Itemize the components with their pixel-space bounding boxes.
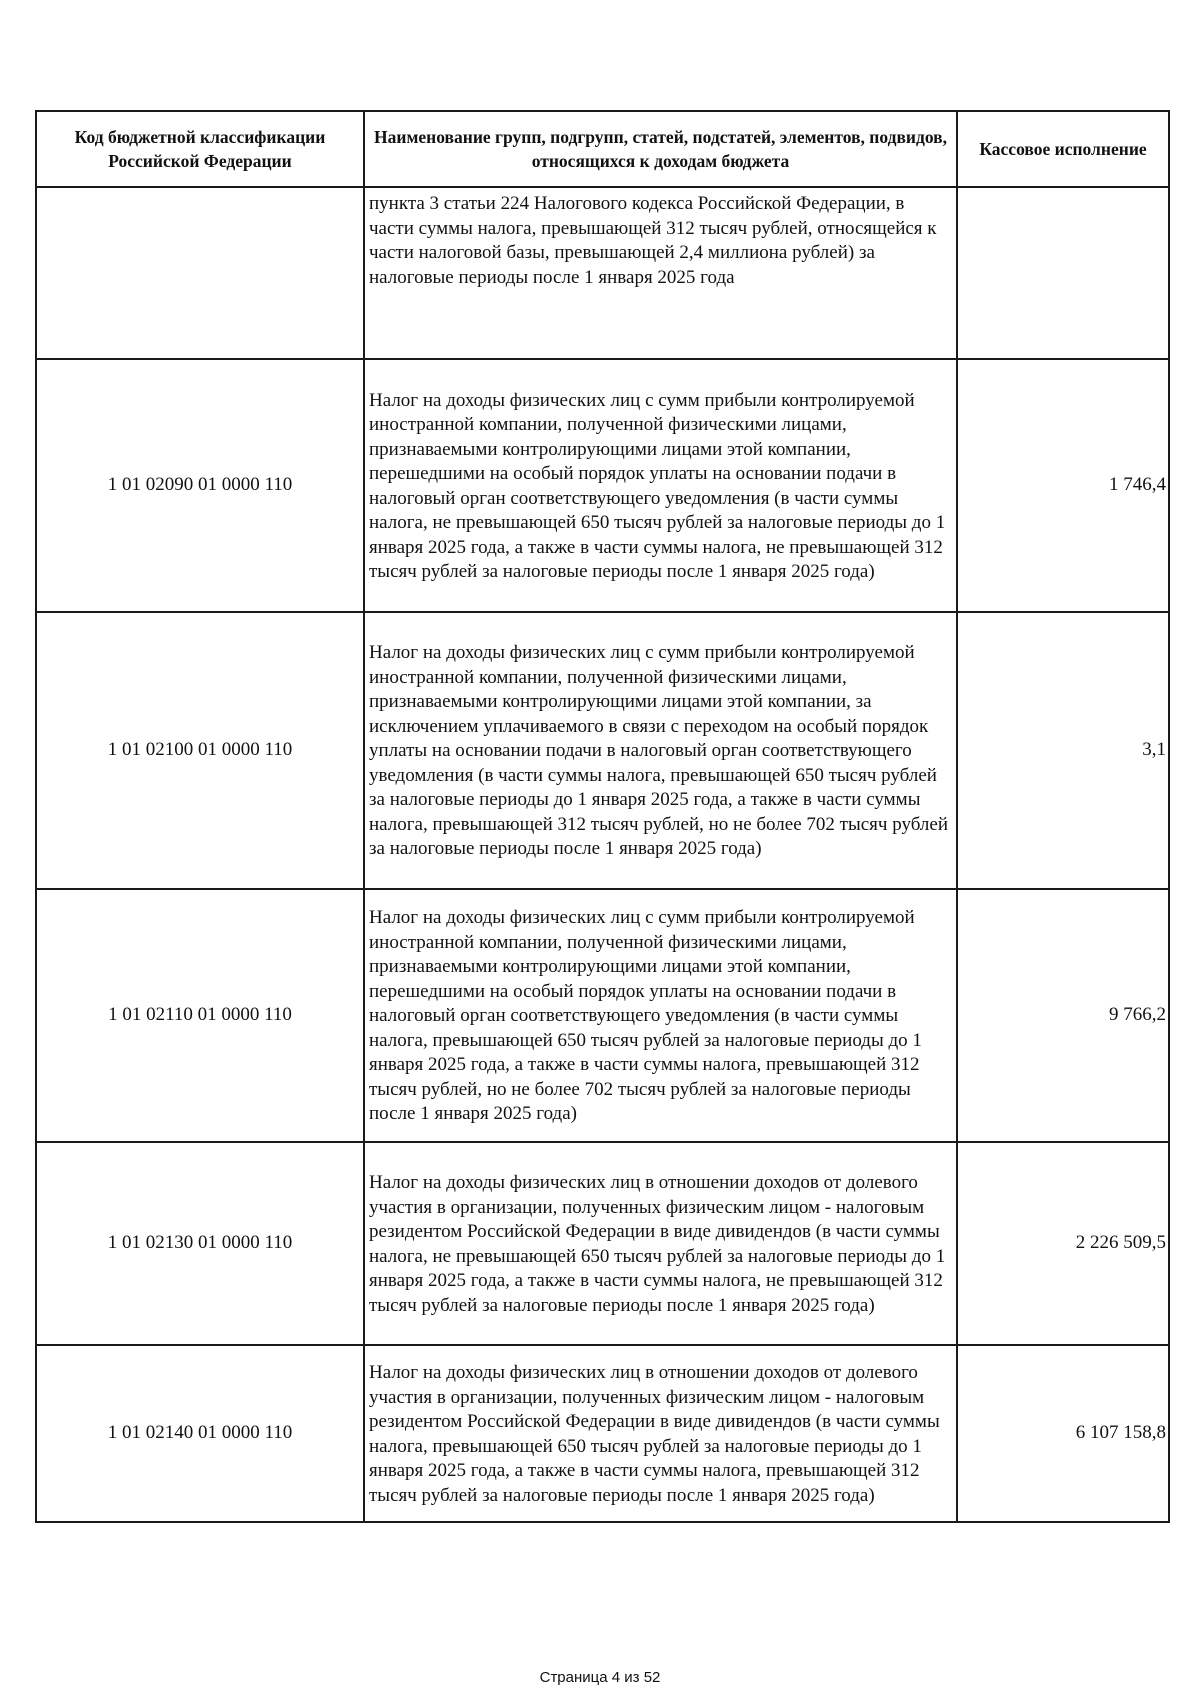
row-code: 1 01 02090 01 0000 110: [36, 359, 364, 612]
row-code: 1 01 02110 01 0000 110: [36, 889, 364, 1142]
revenue-table: [35, 110, 1170, 1523]
table-row: [36, 1142, 1169, 1345]
row-name: пункта 3 статьи 224 Налогового кодекса Российской Федерации, в части суммы налога, превышающей 312 тысяч рублей, относящейся к части налоговой базы, превышающей 2,4 миллиона рублей) за налоговые периоды после 1 января 2025 года: [364, 187, 957, 359]
table-row: [36, 889, 1169, 1142]
row-amount: 2 226 509,5: [957, 1142, 1169, 1345]
table-row: [36, 1345, 1169, 1522]
table-row: [36, 187, 1169, 359]
row-name: Налог на доходы физических лиц в отношении доходов от долевого участия в организации, полученных физическим лицом - налоговым резидентом Российской Федерации в виде дивидендов (в части суммы налога, не превышающей 650 тысяч рублей за налоговые периоды до 1 января 2025 года, а также в части суммы налога, не превышающей 312 тысяч рублей за налоговые периоды после 1 января 2025 года): [364, 1142, 957, 1345]
row-name: Налог на доходы физических лиц с сумм прибыли контролируемой иностранной компании, полученной физическими лицами, признаваемыми контролирующими лицами этой компании, за исключением уплачиваемого в связи с переходом на особый порядок уплаты на основании подачи в налоговый орган соответствующего уведомления (в части суммы налога, превышающей 650 тысяч рублей за налоговые периоды до 1 января 2025 года, а также в части суммы налога, превышающей 312 тысяч рублей, но не более 702 тысяч рублей за налоговые периоды после 1 января 2025 года): [364, 612, 957, 889]
row-amount: 6 107 158,8: [957, 1345, 1169, 1522]
row-code: 1 01 02100 01 0000 110: [36, 612, 364, 889]
row-amount: [957, 187, 1169, 359]
row-amount: 1 746,4: [957, 359, 1169, 612]
table-row: [36, 359, 1169, 612]
page-number: Страница 4 из 52: [539, 1669, 661, 1686]
row-name: Налог на доходы физических лиц с сумм прибыли контролируемой иностранной компании, полученной физическими лицами, признаваемыми контролирующими лицами этой компании, перешедшими на особый порядок уплаты на основании подачи в налоговый орган соответствующего уведомления (в части суммы налога, не превышающей 650 тысяч рублей за налоговые периоды до 1 января 2025 года, а также в части суммы налога, не превышающей 312 тысяч рублей за налоговые периоды после 1 января 2025 года): [364, 359, 957, 612]
row-code: 1 01 02130 01 0000 110: [36, 1142, 364, 1345]
table-header-row: [36, 111, 1169, 187]
row-code: [36, 187, 364, 359]
row-amount: 3,1: [957, 612, 1169, 889]
row-amount: 9 766,2: [957, 889, 1169, 1142]
row-name: Налог на доходы физических лиц в отношении доходов от долевого участия в организации, полученных физическим лицом - налоговым резидентом Российской Федерации в виде дивидендов (в части суммы налога, превышающей 650 тысяч рублей за налоговые периоды до 1 января 2025 года, а также в части суммы налога, превышающей 312 тысяч рублей за налоговые периоды после 1 января 2025 года): [364, 1345, 957, 1522]
row-code: 1 01 02140 01 0000 110: [36, 1345, 364, 1522]
header-name: Наименование групп, подгрупп, статей, подстатей, элементов, подвидов, относящихся к доходам бюджета: [364, 111, 957, 187]
header-amount: Кассовое исполнение: [957, 111, 1169, 187]
table-row: [36, 612, 1169, 889]
header-code: Код бюджетной классификации Российской Федерации: [36, 111, 364, 187]
row-name: Налог на доходы физических лиц с сумм прибыли контролируемой иностранной компании, полученной физическими лицами, признаваемыми контролирующими лицами этой компании, перешедшими на особый порядок уплаты на основании подачи в налоговый орган соответствующего уведомления (в части суммы налога, превышающей 650 тысяч рублей за налоговые периоды до 1 января 2025 года, а также в части суммы налога, превышающей 312 тысяч рублей, но не более 702 тысяч рублей за налоговые периоды после 1 января 2025 года): [364, 889, 957, 1142]
